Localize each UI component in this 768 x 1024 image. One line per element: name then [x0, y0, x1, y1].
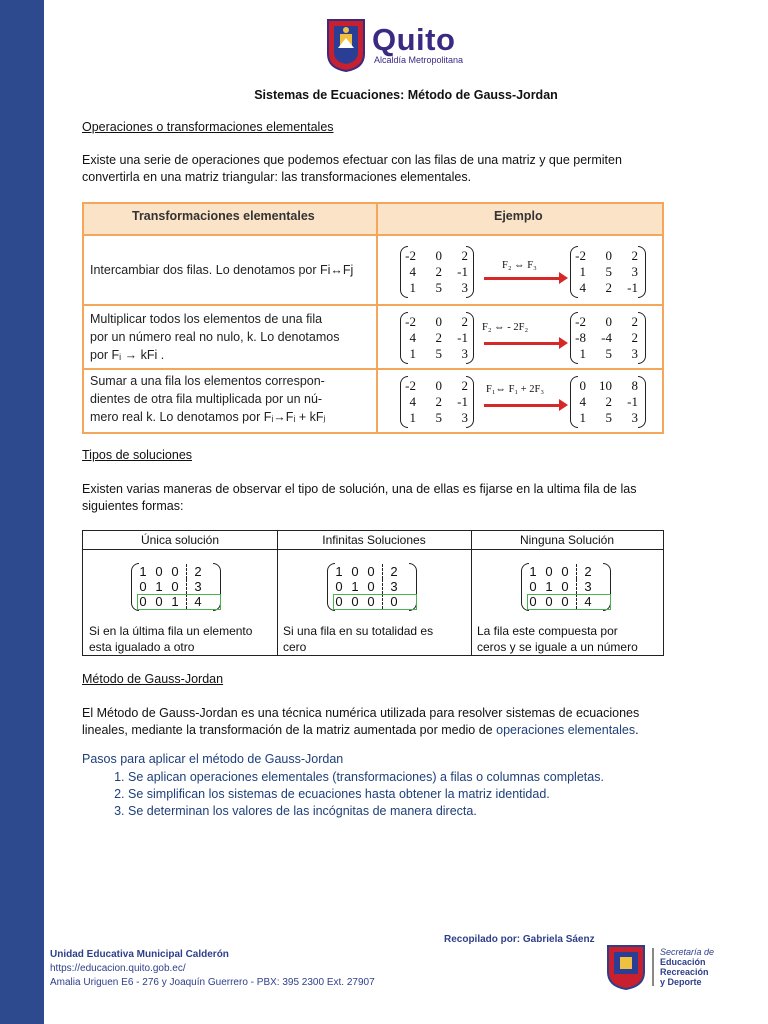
gj-line-2	[82, 722, 682, 739]
matrix-cell: 4	[194, 594, 202, 609]
gj-line-1: El Método de Gauss-Jordan es una técnica numérica utilizada para resolver sistemas de ecuaciones	[82, 706, 640, 720]
section-heading-gauss-jordan: Método de Gauss-Jordan	[82, 672, 224, 686]
matrix-original	[396, 378, 468, 426]
matrix-cell: 0	[435, 378, 442, 393]
matrix-cell: 4	[409, 264, 416, 279]
matrix-cell: 5	[605, 410, 612, 425]
augment-separator	[576, 564, 577, 579]
arrow-icon	[484, 342, 560, 345]
highlight-last-row	[527, 594, 611, 610]
matrix-cell: 2	[435, 330, 442, 345]
matrix-cell: 0	[529, 579, 537, 594]
secretaria-line: Secretaría de	[660, 947, 715, 957]
operation-label: F₁⇔ F₁ + 2F₃	[486, 384, 545, 395]
solution-description	[477, 623, 657, 655]
matrix-cell: 1	[579, 410, 586, 425]
step-item: 1. Se aplican operaciones elementales (transformaciones) a filas o columnas completas.	[128, 769, 604, 786]
secretaria-line: y Deporte	[660, 977, 702, 987]
brand-subtitle: Alcaldía Metropolitana	[374, 55, 464, 65]
matrix-cell: 3	[631, 264, 638, 279]
matrix-cell: -2	[575, 314, 586, 329]
matrix-cell: -1	[627, 394, 638, 409]
desc-line: Intercambiar dos filas. Lo denotamos por Fi↔Fj	[90, 263, 354, 277]
logo-divider	[652, 948, 654, 986]
desc-line: ceros y se iguale a un número	[477, 640, 638, 654]
quito-logo	[326, 18, 463, 72]
matrix-cell: 3	[631, 410, 638, 425]
matrix-cell: 0	[605, 314, 612, 329]
augment-separator	[186, 564, 187, 579]
header-ejemplo: Ejemplo	[494, 209, 543, 223]
steps-title: Pasos para aplicar el método de Gauss-Jordan	[82, 752, 344, 766]
matrix-cell: 2	[584, 564, 592, 579]
transformations-table	[82, 202, 664, 434]
matrix-cell: -8	[575, 330, 586, 345]
matrix-cell: -2	[405, 248, 416, 263]
page-title: Sistemas de Ecuaciones: Método de Gauss-Jordan	[254, 88, 558, 102]
matrix-cell: 3	[461, 410, 468, 425]
highlight-last-row	[137, 594, 221, 610]
section-heading-tipos: Tipos de soluciones	[82, 448, 193, 462]
column-divider	[471, 531, 472, 655]
gj-line-2-text: lineales, mediante la transformación de la matriz aumentada por medio de	[82, 723, 497, 737]
matrix-cell: 4	[579, 394, 586, 409]
secretaria-text	[660, 947, 714, 987]
matrix-cell: 3	[631, 346, 638, 361]
matrix-cell: 1	[171, 594, 179, 609]
matrix-cell: 1	[545, 579, 553, 594]
desc-line: dientes de otra fila multiplicada por un nú-	[90, 392, 323, 406]
matrix-bracket-right	[638, 246, 646, 298]
matrix-cell: 5	[435, 346, 442, 361]
compiled-by: Recopilado por: Gabriela Sáenz	[444, 934, 595, 945]
header-unica: Única solución	[140, 533, 220, 547]
school-name: Unidad Educativa Municipal Calderón	[50, 949, 229, 960]
desc-line: Si una fila en su totalidad es	[283, 624, 434, 638]
matrix-cell: 0	[367, 579, 375, 594]
intro-line-2: convertirla en una matriz triangular: las transformaciones elementales.	[82, 170, 472, 184]
matrix-cell: 0	[390, 594, 398, 609]
secretaria-line: Educación	[660, 957, 706, 967]
school-url-link[interactable]: https://educacion.quito.gob.ec/	[50, 963, 186, 974]
matrix-cell: 0	[529, 594, 537, 609]
matrix-original	[396, 248, 468, 296]
desc-line: Multiplicar todos los elementos de una fila	[90, 312, 323, 326]
matrix-cell: 1	[579, 264, 586, 279]
matrix-result	[566, 314, 638, 362]
matrix-cell: 2	[461, 248, 468, 263]
augment-separator	[382, 579, 383, 594]
solution-description	[89, 623, 269, 655]
matrix-cell: -2	[405, 314, 416, 329]
matrix-bracket-right	[638, 376, 646, 428]
tipos-line-1: Existen varias maneras de observar el tipo de solución, una de ellas es fijarse en la ultima fila de las	[82, 482, 637, 496]
municipal-shield-icon	[606, 944, 646, 990]
desc-line: mero real k. Lo denotamos por Fᵢ→Fᵢ + kFⱼ	[90, 410, 326, 424]
matrix-cell: 2	[435, 394, 442, 409]
matrix-cell: 5	[435, 410, 442, 425]
school-address: Amalia Uriguen E6 - 276 y Joaquín Guerrero - PBX: 395 2300 Ext. 27907	[50, 977, 375, 988]
matrix-cell: 0	[139, 594, 147, 609]
header-ninguna: Ninguna Solución	[519, 533, 615, 547]
matrix-cell: 10	[599, 378, 612, 393]
augment-separator	[576, 579, 577, 594]
operation-label: F₂ ⇔ - 2F₂	[482, 322, 529, 333]
brand-name: Quito	[372, 22, 456, 57]
matrix-cell: -4	[601, 330, 612, 345]
matrix-cell: 0	[351, 564, 359, 579]
document-page	[44, 0, 768, 1024]
matrix-cell: 0	[561, 564, 569, 579]
step-item: 2. Se simplifican los sistemas de ecuaciones hasta obtener la matriz identidad.	[128, 786, 604, 803]
gauss-jordan-paragraph	[82, 705, 682, 739]
step-item: 3. Se determinan los valores de las incógnitas de manera directa.	[128, 803, 604, 820]
matrix-cell: -2	[405, 378, 416, 393]
matrix-cell: 0	[171, 564, 179, 579]
desc-line: La fila este compuesta por	[477, 624, 618, 638]
matrix-cell: 1	[409, 410, 416, 425]
matrix-cell: 3	[461, 280, 468, 295]
transformations-table-header	[84, 204, 662, 236]
matrix-cell: 0	[171, 579, 179, 594]
header-transformaciones: Transformaciones elementales	[132, 209, 315, 223]
section-heading-operaciones: Operaciones o transformaciones elementales	[82, 120, 334, 134]
matrix-cell: 1	[409, 346, 416, 361]
matrix-cell: 1	[139, 564, 147, 579]
matrix-cell: 2	[461, 378, 468, 393]
matrix-cell: -1	[457, 394, 468, 409]
matrix-cell: 2	[390, 564, 398, 579]
matrix-cell: 0	[579, 378, 586, 393]
column-divider	[277, 531, 278, 655]
arrow-icon	[484, 404, 560, 407]
matrix-cell: 5	[605, 264, 612, 279]
matrix-result	[566, 248, 638, 296]
matrix-cell: 2	[194, 564, 202, 579]
arrow-icon	[484, 277, 560, 280]
matrix-cell: 2	[605, 280, 612, 295]
row-description	[90, 310, 374, 364]
desc-line: cero	[283, 640, 307, 654]
desc-line: esta igualado a otro	[89, 640, 195, 654]
solutions-table	[82, 530, 664, 656]
matrix-cell: 8	[631, 378, 638, 393]
quito-seal-icon	[326, 18, 366, 72]
matrix-cell: 1	[529, 564, 537, 579]
matrix-cell: 0	[335, 594, 343, 609]
matrix-cell: -1	[627, 280, 638, 295]
matrix-bracket-right	[466, 312, 474, 364]
matrix-cell: -1	[457, 264, 468, 279]
desc-line: Si en la última fila un elemento	[89, 624, 253, 638]
augment-separator	[186, 579, 187, 594]
matrix-cell: 2	[631, 314, 638, 329]
matrix-cell: 0	[605, 248, 612, 263]
matrix-cell: 0	[545, 594, 553, 609]
left-sidebar-band	[0, 0, 44, 1024]
tipos-paragraph	[82, 481, 672, 515]
matrix-cell: 1	[409, 280, 416, 295]
operaciones-elementales-link[interactable]: operaciones elementales	[496, 723, 636, 737]
matrix-cell: 3	[194, 579, 202, 594]
matrix-cell: 1	[335, 564, 343, 579]
intro-paragraph	[82, 152, 672, 186]
row-description	[90, 372, 374, 426]
table-row	[84, 236, 662, 304]
matrix-cell: 2	[605, 394, 612, 409]
matrix-cell: 0	[351, 594, 359, 609]
matrix-result	[566, 378, 638, 426]
matrix-cell: 4	[409, 394, 416, 409]
matrix-cell: -1	[457, 330, 468, 345]
matrix-cell: 0	[139, 579, 147, 594]
matrix-cell: 0	[335, 579, 343, 594]
footer-contact	[50, 948, 375, 990]
table-row	[84, 306, 662, 368]
operation-label: F₂ ⇔ F₃	[502, 260, 537, 271]
matrix-cell: 0	[561, 579, 569, 594]
matrix-bracket-right	[466, 246, 474, 298]
matrix-original	[396, 314, 468, 362]
matrix-cell: 0	[561, 594, 569, 609]
matrix-cell: 2	[631, 330, 638, 345]
gj-line-2-end: .	[635, 723, 639, 737]
secretaria-logo	[606, 944, 714, 990]
matrix-cell: 0	[155, 594, 163, 609]
matrix-cell: -2	[575, 248, 586, 263]
matrix-cell: 0	[435, 248, 442, 263]
table-row	[84, 370, 662, 432]
steps-list	[106, 769, 604, 820]
matrix-cell: 0	[545, 564, 553, 579]
matrix-bracket-right	[466, 376, 474, 428]
matrix-cell: 3	[390, 579, 398, 594]
desc-line: Sumar a una fila los elementos correspon-	[90, 374, 325, 388]
matrix-cell: 0	[367, 594, 375, 609]
intro-line-1: Existe una serie de operaciones que podemos efectuar con las filas de una matriz y que permiten	[82, 153, 622, 167]
matrix-cell: 0	[367, 564, 375, 579]
matrix-cell: 2	[631, 248, 638, 263]
tipos-line-2: siguientes formas:	[82, 499, 184, 513]
desc-line: por Fᵢ → kFi .	[90, 348, 165, 362]
matrix-cell: 1	[351, 579, 359, 594]
solutions-table-header	[83, 531, 663, 550]
matrix-cell: 0	[155, 564, 163, 579]
desc-line: por un número real no nulo, k. Lo denotamos	[90, 330, 340, 344]
row-description	[90, 261, 374, 279]
matrix-cell: 1	[155, 579, 163, 594]
solution-description	[283, 623, 463, 655]
matrix-cell: 5	[435, 280, 442, 295]
matrix-cell: 5	[605, 346, 612, 361]
matrix-cell: 3	[584, 579, 592, 594]
matrix-bracket-right	[638, 312, 646, 364]
matrix-cell: 0	[435, 314, 442, 329]
matrix-cell: 2	[435, 264, 442, 279]
matrix-cell: 1	[579, 346, 586, 361]
matrix-cell: 3	[461, 346, 468, 361]
matrix-cell: 4	[409, 330, 416, 345]
secretaria-line: Recreación	[660, 967, 709, 977]
header-infinitas: Infinitas Soluciones	[322, 533, 426, 547]
matrix-cell: 2	[461, 314, 468, 329]
matrix-cell: 4	[579, 280, 586, 295]
matrix-cell: 4	[584, 594, 592, 609]
highlight-last-row	[333, 594, 417, 610]
augment-separator	[382, 564, 383, 579]
